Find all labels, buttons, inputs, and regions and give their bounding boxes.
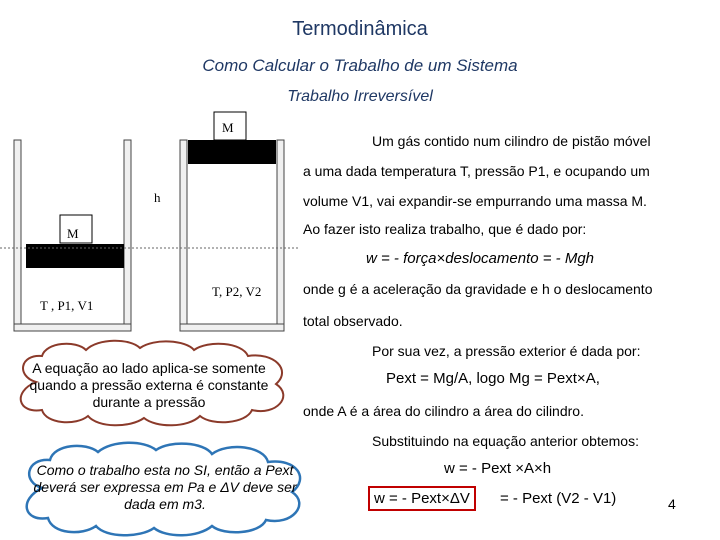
page-title: Termodinâmica: [292, 18, 428, 40]
work-equation-2: w = - Pext ×A×h: [444, 460, 552, 477]
work-equation-1: w = - força×deslocamento = - Mgh: [366, 250, 595, 267]
left-cylinder-wall-right: [124, 140, 131, 330]
area-line: onde A é a área do cilindro a área do cilindro.: [303, 403, 584, 419]
work-equation-3-rest: = - Pext (V2 - V1): [500, 490, 617, 507]
right-cylinder-wall-right: [277, 140, 284, 330]
pressure-equation: Pext = Mg/A, logo Mg = Pext×A,: [386, 370, 600, 387]
section-title: Trabalho Irreversível: [287, 88, 433, 105]
substitute-line: Substituindo na equação anterior obtemos:: [372, 433, 639, 449]
left-cylinder-base: [14, 324, 131, 331]
state2-label: T, P2, V2: [212, 284, 262, 299]
explain-line-2: total observado.: [303, 313, 403, 329]
pressure-line: Por sua vez, a pressão exterior é dada por:: [372, 343, 641, 359]
left-cylinder-wall-left: [14, 140, 21, 330]
height-label: h: [154, 190, 161, 205]
state1-label: T , P1, V1: [40, 298, 94, 313]
page-subtitle: Como Calcular o Trabalho de um Sistema: [202, 56, 518, 75]
explain-line-1: onde g é a aceleração da gravidade e h o deslocamento: [303, 281, 653, 297]
intro-line-2: a uma dada temperatura T, pressão P1, e ocupando um: [303, 163, 650, 179]
cloud-2-text: Como o trabalho esta no SI, então a Pext deverá ser expressa em Pa e ΔV deve ser dada em m3.: [33, 462, 297, 512]
page-number: 4: [668, 496, 676, 512]
right-piston: [188, 140, 276, 164]
cloud-1-text: A equação ao lado aplica-se somente quando a pressão externa é constante durante a pressão: [29, 360, 269, 410]
intro-line-4: Ao fazer isto realiza trabalho, que é dado por:: [303, 221, 587, 237]
right-cylinder-wall-left: [180, 140, 187, 330]
mass-label-bottom: M: [67, 226, 79, 241]
right-cylinder-base: [180, 324, 284, 331]
work-equation-3-boxed: w = - Pext×ΔV: [368, 486, 476, 511]
mass-label-top: M: [222, 120, 234, 135]
intro-line-3: volume V1, vai expandir-se empurrando uma massa M.: [303, 193, 647, 209]
intro-line-1: Um gás contido num cilindro de pistão móvel: [372, 133, 651, 149]
